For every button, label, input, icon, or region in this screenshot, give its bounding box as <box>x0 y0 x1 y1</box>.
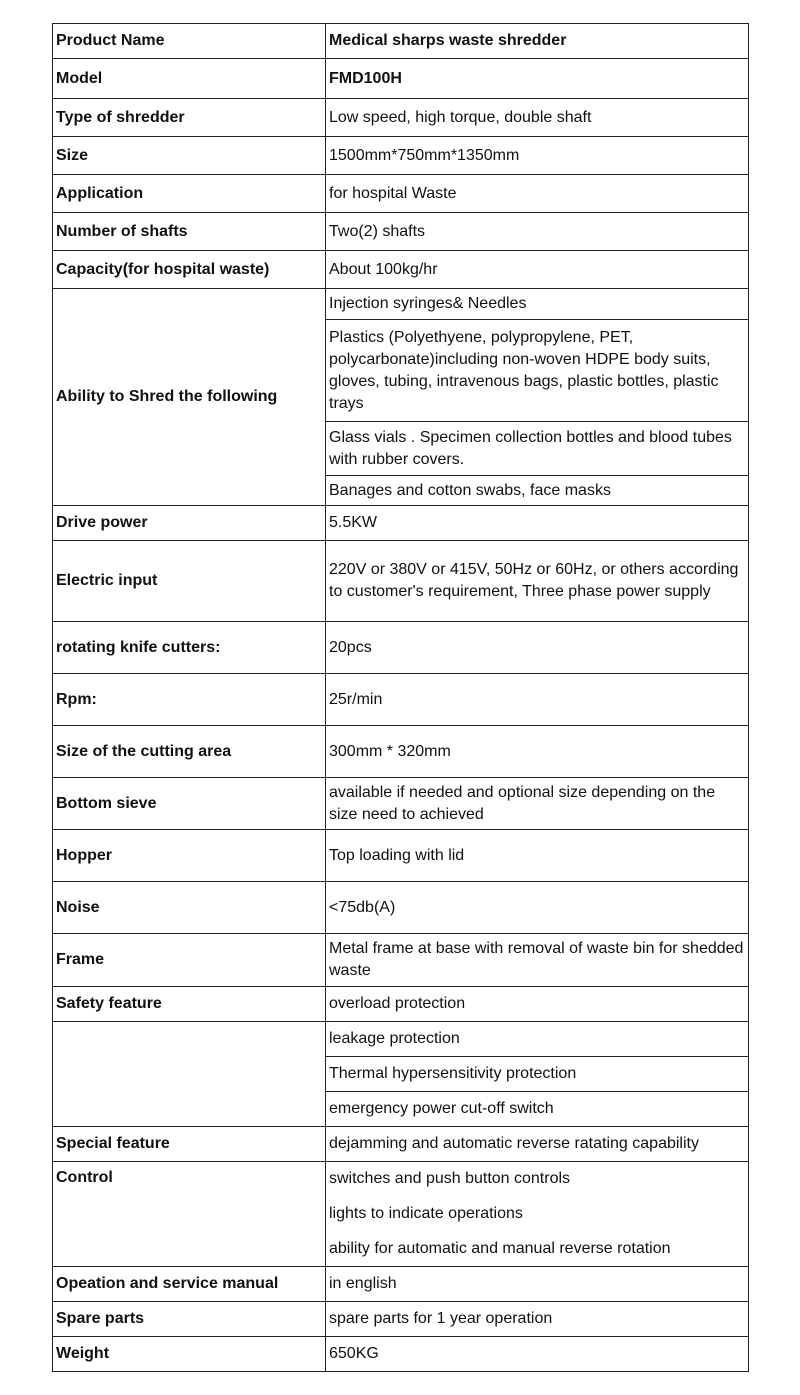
table-row <box>53 24 749 59</box>
table-row <box>53 830 749 882</box>
table-row <box>53 541 749 622</box>
row-value: available if needed and optional size depending on the size need to achieved <box>326 778 749 830</box>
row-label: Opeation and service manual <box>53 1267 326 1302</box>
table-row <box>53 882 749 934</box>
row-label: Model <box>53 59 326 99</box>
row-value: Injection syringes& Needles <box>326 289 749 320</box>
table-row <box>53 778 749 830</box>
row-label: Size <box>53 137 326 175</box>
row-value: FMD100H <box>326 59 749 99</box>
row-value: switches and push button controls <box>326 1162 749 1197</box>
row-value: 300mm * 320mm <box>326 726 749 778</box>
row-label: Product Name <box>53 24 326 59</box>
row-value: dejamming and automatic reverse ratating capability <box>326 1127 749 1162</box>
table-row <box>53 1337 749 1372</box>
row-label: Frame <box>53 934 326 987</box>
table-row <box>53 137 749 175</box>
row-label: Number of shafts <box>53 213 326 251</box>
row-label: Special feature <box>53 1127 326 1162</box>
row-value: 220V or 380V or 415V, 50Hz or 60Hz, or others according to customer's requirement, Three phase power supply <box>326 541 749 622</box>
row-label: Electric input <box>53 541 326 622</box>
table-row <box>53 1267 749 1302</box>
table-row <box>53 213 749 251</box>
row-label: rotating knife cutters: <box>53 622 326 674</box>
row-value: 650KG <box>326 1337 749 1372</box>
row-label: Weight <box>53 1337 326 1372</box>
table-row <box>53 1162 749 1197</box>
row-value: for hospital Waste <box>326 175 749 213</box>
row-label: Spare parts <box>53 1302 326 1337</box>
table-row <box>53 726 749 778</box>
row-value: spare parts for 1 year operation <box>326 1302 749 1337</box>
table-row <box>53 1022 749 1057</box>
row-value: Metal frame at base with removal of waste bin for shedded waste <box>326 934 749 987</box>
row-value: 25r/min <box>326 674 749 726</box>
row-value: 20pcs <box>326 622 749 674</box>
row-value: Thermal hypersensitivity protection <box>326 1057 749 1092</box>
row-value: Medical sharps waste shredder <box>326 24 749 59</box>
row-label: Ability to Shred the following <box>53 289 326 506</box>
row-label: Rpm: <box>53 674 326 726</box>
spec-table <box>52 23 749 1372</box>
row-label: Hopper <box>53 830 326 882</box>
row-value: Plastics (Polyethyene, polypropylene, PET, polycarbonate)including non-woven HDPE body suits, gloves, tubing, intravenous bags, plastic bottles, plastic trays <box>326 320 749 422</box>
row-value: Low speed, high torque, double shaft <box>326 99 749 137</box>
row-value: Top loading with lid <box>326 830 749 882</box>
row-label: Safety feature <box>53 987 326 1022</box>
table-row <box>53 251 749 289</box>
row-label: Bottom sieve <box>53 778 326 830</box>
row-value: emergency power cut-off switch <box>326 1092 749 1127</box>
table-row <box>53 674 749 726</box>
row-value: overload protection <box>326 987 749 1022</box>
table-row <box>53 99 749 137</box>
row-label: Size of the cutting area <box>53 726 326 778</box>
row-label: Capacity(for hospital waste) <box>53 251 326 289</box>
row-value: 1500mm*750mm*1350mm <box>326 137 749 175</box>
table-row <box>53 175 749 213</box>
table-row <box>53 59 749 99</box>
table-row <box>53 506 749 541</box>
table-row <box>53 934 749 987</box>
row-value: Two(2) shafts <box>326 213 749 251</box>
table-row <box>53 289 749 320</box>
row-value: 5.5KW <box>326 506 749 541</box>
empty-label-cell <box>53 1022 326 1127</box>
table-row <box>53 1302 749 1337</box>
row-label: Application <box>53 175 326 213</box>
table-row <box>53 1127 749 1162</box>
row-label: Drive power <box>53 506 326 541</box>
row-value: Banages and cotton swabs, face masks <box>326 476 749 506</box>
row-label: Noise <box>53 882 326 934</box>
row-value: Glass vials . Specimen collection bottles and blood tubes with rubber covers. <box>326 422 749 476</box>
row-value: in english <box>326 1267 749 1302</box>
row-label: Control <box>53 1162 326 1267</box>
row-value: lights to indicate operations <box>326 1197 749 1232</box>
row-value: About 100kg/hr <box>326 251 749 289</box>
row-value: ability for automatic and manual reverse rotation <box>326 1232 749 1267</box>
table-row <box>53 622 749 674</box>
row-value: leakage protection <box>326 1022 749 1057</box>
row-label: Type of shredder <box>53 99 326 137</box>
table-row <box>53 987 749 1022</box>
row-value: <75db(A) <box>326 882 749 934</box>
